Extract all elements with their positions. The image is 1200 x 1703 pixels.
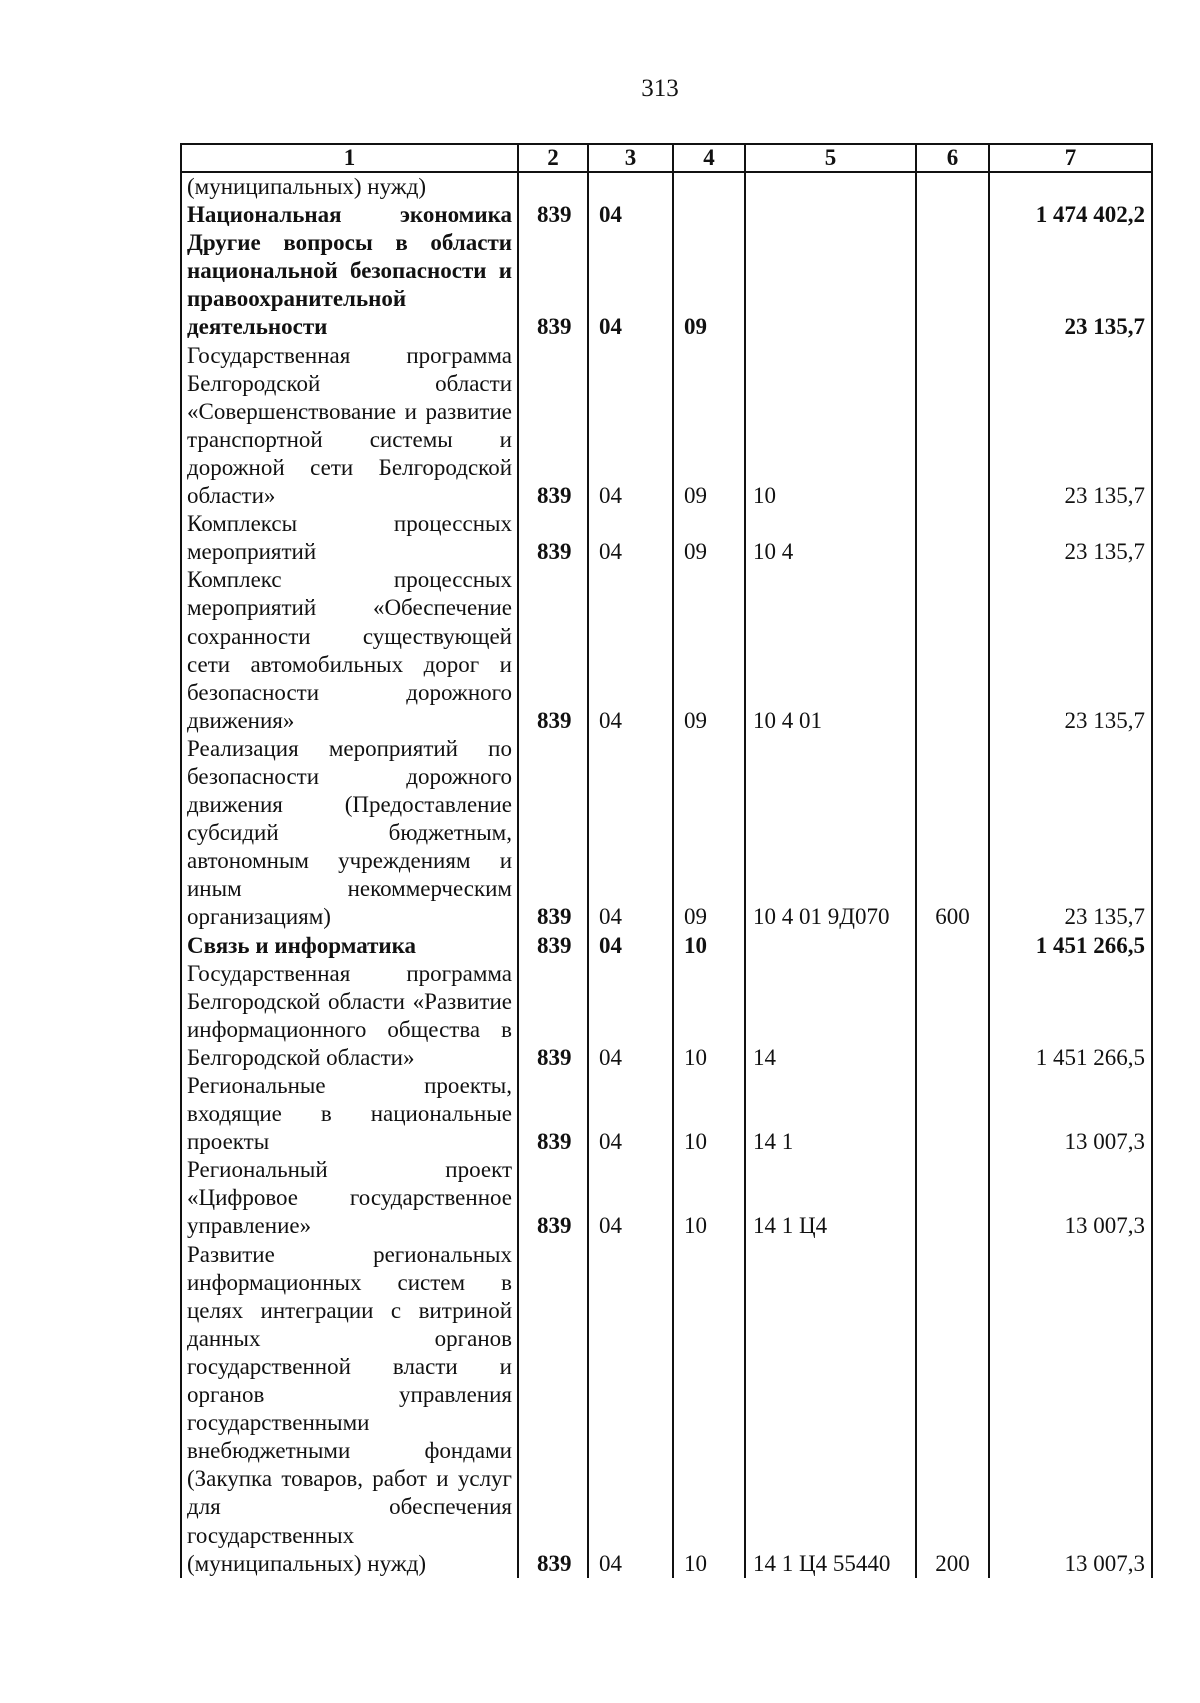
code-cell: 839 [518, 566, 588, 735]
code-cell: 839 [518, 1156, 588, 1240]
table-row [181, 172, 1152, 201]
target-article-cell: 14 1 Ц4 55440 [745, 1241, 916, 1578]
target-article-cell [745, 172, 916, 201]
section-cell: 04 [588, 566, 673, 735]
code-cell: 839 [518, 342, 588, 511]
name-cell: (муниципальных) нужд) [181, 172, 518, 201]
code-cell: 839 [518, 735, 588, 932]
section-cell: 04 [588, 932, 673, 960]
amount-cell: 1 474 402,2 [989, 201, 1152, 229]
target-article-cell [745, 229, 916, 341]
amount-cell [989, 172, 1152, 201]
header-col-4: 4 [673, 144, 745, 172]
page-number: 313 [641, 75, 679, 102]
table-row [181, 510, 1152, 566]
subsection-cell: 10 [673, 1072, 745, 1156]
amount-cell: 13 007,3 [989, 1241, 1152, 1578]
header-col-5: 5 [745, 144, 916, 172]
table-row [181, 229, 1152, 341]
expense-type-cell: 600 [916, 735, 989, 932]
code-cell: 839 [518, 229, 588, 341]
target-article-cell: 10 4 01 [745, 566, 916, 735]
subsection-cell: 10 [673, 960, 745, 1072]
table-row [181, 342, 1152, 511]
amount-cell: 23 135,7 [989, 735, 1152, 932]
amount-cell: 23 135,7 [989, 510, 1152, 566]
code-cell: 839 [518, 960, 588, 1072]
table-row [181, 566, 1152, 735]
table-row [181, 932, 1152, 960]
header-col-6: 6 [916, 144, 989, 172]
table-row [181, 201, 1152, 229]
section-cell: 04 [588, 201, 673, 229]
target-article-cell [745, 932, 916, 960]
name-cell: Комплексы процессных мероприятий [181, 510, 518, 566]
subsection-cell: 09 [673, 735, 745, 932]
expense-type-cell [916, 172, 989, 201]
code-cell [518, 172, 588, 201]
header-col-7: 7 [989, 144, 1152, 172]
expense-type-cell [916, 932, 989, 960]
target-article-cell [745, 201, 916, 229]
name-cell: Государственная программа Белгородской области «Совершенствование и развитие транспортной системы и дорожной сети Белгородской области» [181, 342, 518, 511]
name-cell: Реализация мероприятий по безопасности дорожного движения (Предоставление субсидий бюджетным, автономным учреждениям и иным некоммерческим организациям) [181, 735, 518, 932]
name-cell: Развитие региональных информационных систем в целях интеграции с витриной данных органов государственной власти и органов управления государственными внебюджетными фондами (Закупка товаров, работ и услуг для обеспечения государственных (муниципальных) нужд) [181, 1241, 518, 1578]
name-cell: Национальная экономика [181, 201, 518, 229]
subsection-cell [673, 172, 745, 201]
section-cell: 04 [588, 229, 673, 341]
header-col-2: 2 [518, 144, 588, 172]
amount-cell: 23 135,7 [989, 566, 1152, 735]
name-cell: Связь и информатика [181, 932, 518, 960]
subsection-cell [673, 201, 745, 229]
amount-cell: 1 451 266,5 [989, 960, 1152, 1072]
section-cell: 04 [588, 960, 673, 1072]
expense-type-cell [916, 229, 989, 341]
amount-cell: 13 007,3 [989, 1156, 1152, 1240]
subsection-cell: 09 [673, 229, 745, 341]
table-row [181, 735, 1152, 932]
amount-cell: 23 135,7 [989, 229, 1152, 341]
expense-type-cell [916, 960, 989, 1072]
name-cell: Другие вопросы в области национальной безопасности и правоохранительной деятельности [181, 229, 518, 341]
section-cell [588, 172, 673, 201]
name-cell: Региональные проекты, входящие в национальные проекты [181, 1072, 518, 1156]
expense-type-cell [916, 1156, 989, 1240]
subsection-cell: 10 [673, 1156, 745, 1240]
amount-cell: 1 451 266,5 [989, 932, 1152, 960]
name-cell: Комплекс процессных мероприятий «Обеспечение сохранности существующей сети автомобильных дорог и безопасности дорожного движения» [181, 566, 518, 735]
target-article-cell: 10 4 [745, 510, 916, 566]
section-cell: 04 [588, 1072, 673, 1156]
code-cell: 839 [518, 1072, 588, 1156]
target-article-cell: 10 [745, 342, 916, 511]
name-cell: Государственная программа Белгородской области «Развитие информационного общества в Белгородской области» [181, 960, 518, 1072]
table-row [181, 1072, 1152, 1156]
subsection-cell: 09 [673, 566, 745, 735]
section-cell: 04 [588, 342, 673, 511]
name-cell: Региональный проект «Цифровое государственное управление» [181, 1156, 518, 1240]
header-col-1: 1 [181, 144, 518, 172]
section-cell: 04 [588, 1241, 673, 1578]
header-col-3: 3 [588, 144, 673, 172]
table-row [181, 1241, 1152, 1578]
target-article-cell: 14 [745, 960, 916, 1072]
expense-type-cell [916, 510, 989, 566]
budget-table [180, 143, 1153, 1578]
target-article-cell: 14 1 [745, 1072, 916, 1156]
header-row [181, 144, 1152, 172]
code-cell: 839 [518, 1241, 588, 1578]
expense-type-cell [916, 566, 989, 735]
table-header [181, 144, 1152, 172]
subsection-cell: 10 [673, 1241, 745, 1578]
expense-type-cell [916, 342, 989, 511]
expense-type-cell [916, 201, 989, 229]
amount-cell: 23 135,7 [989, 342, 1152, 511]
subsection-cell: 09 [673, 510, 745, 566]
table-row [181, 1156, 1152, 1240]
expense-type-cell [916, 1072, 989, 1156]
table-row [181, 960, 1152, 1072]
expense-type-cell: 200 [916, 1241, 989, 1578]
code-cell: 839 [518, 510, 588, 566]
subsection-cell: 09 [673, 342, 745, 511]
target-article-cell: 14 1 Ц4 [745, 1156, 916, 1240]
subsection-cell: 10 [673, 932, 745, 960]
table-body [181, 172, 1152, 1578]
section-cell: 04 [588, 510, 673, 566]
section-cell: 04 [588, 1156, 673, 1240]
amount-cell: 13 007,3 [989, 1072, 1152, 1156]
code-cell: 839 [518, 932, 588, 960]
target-article-cell: 10 4 01 9Д070 [745, 735, 916, 932]
code-cell: 839 [518, 201, 588, 229]
section-cell: 04 [588, 735, 673, 932]
